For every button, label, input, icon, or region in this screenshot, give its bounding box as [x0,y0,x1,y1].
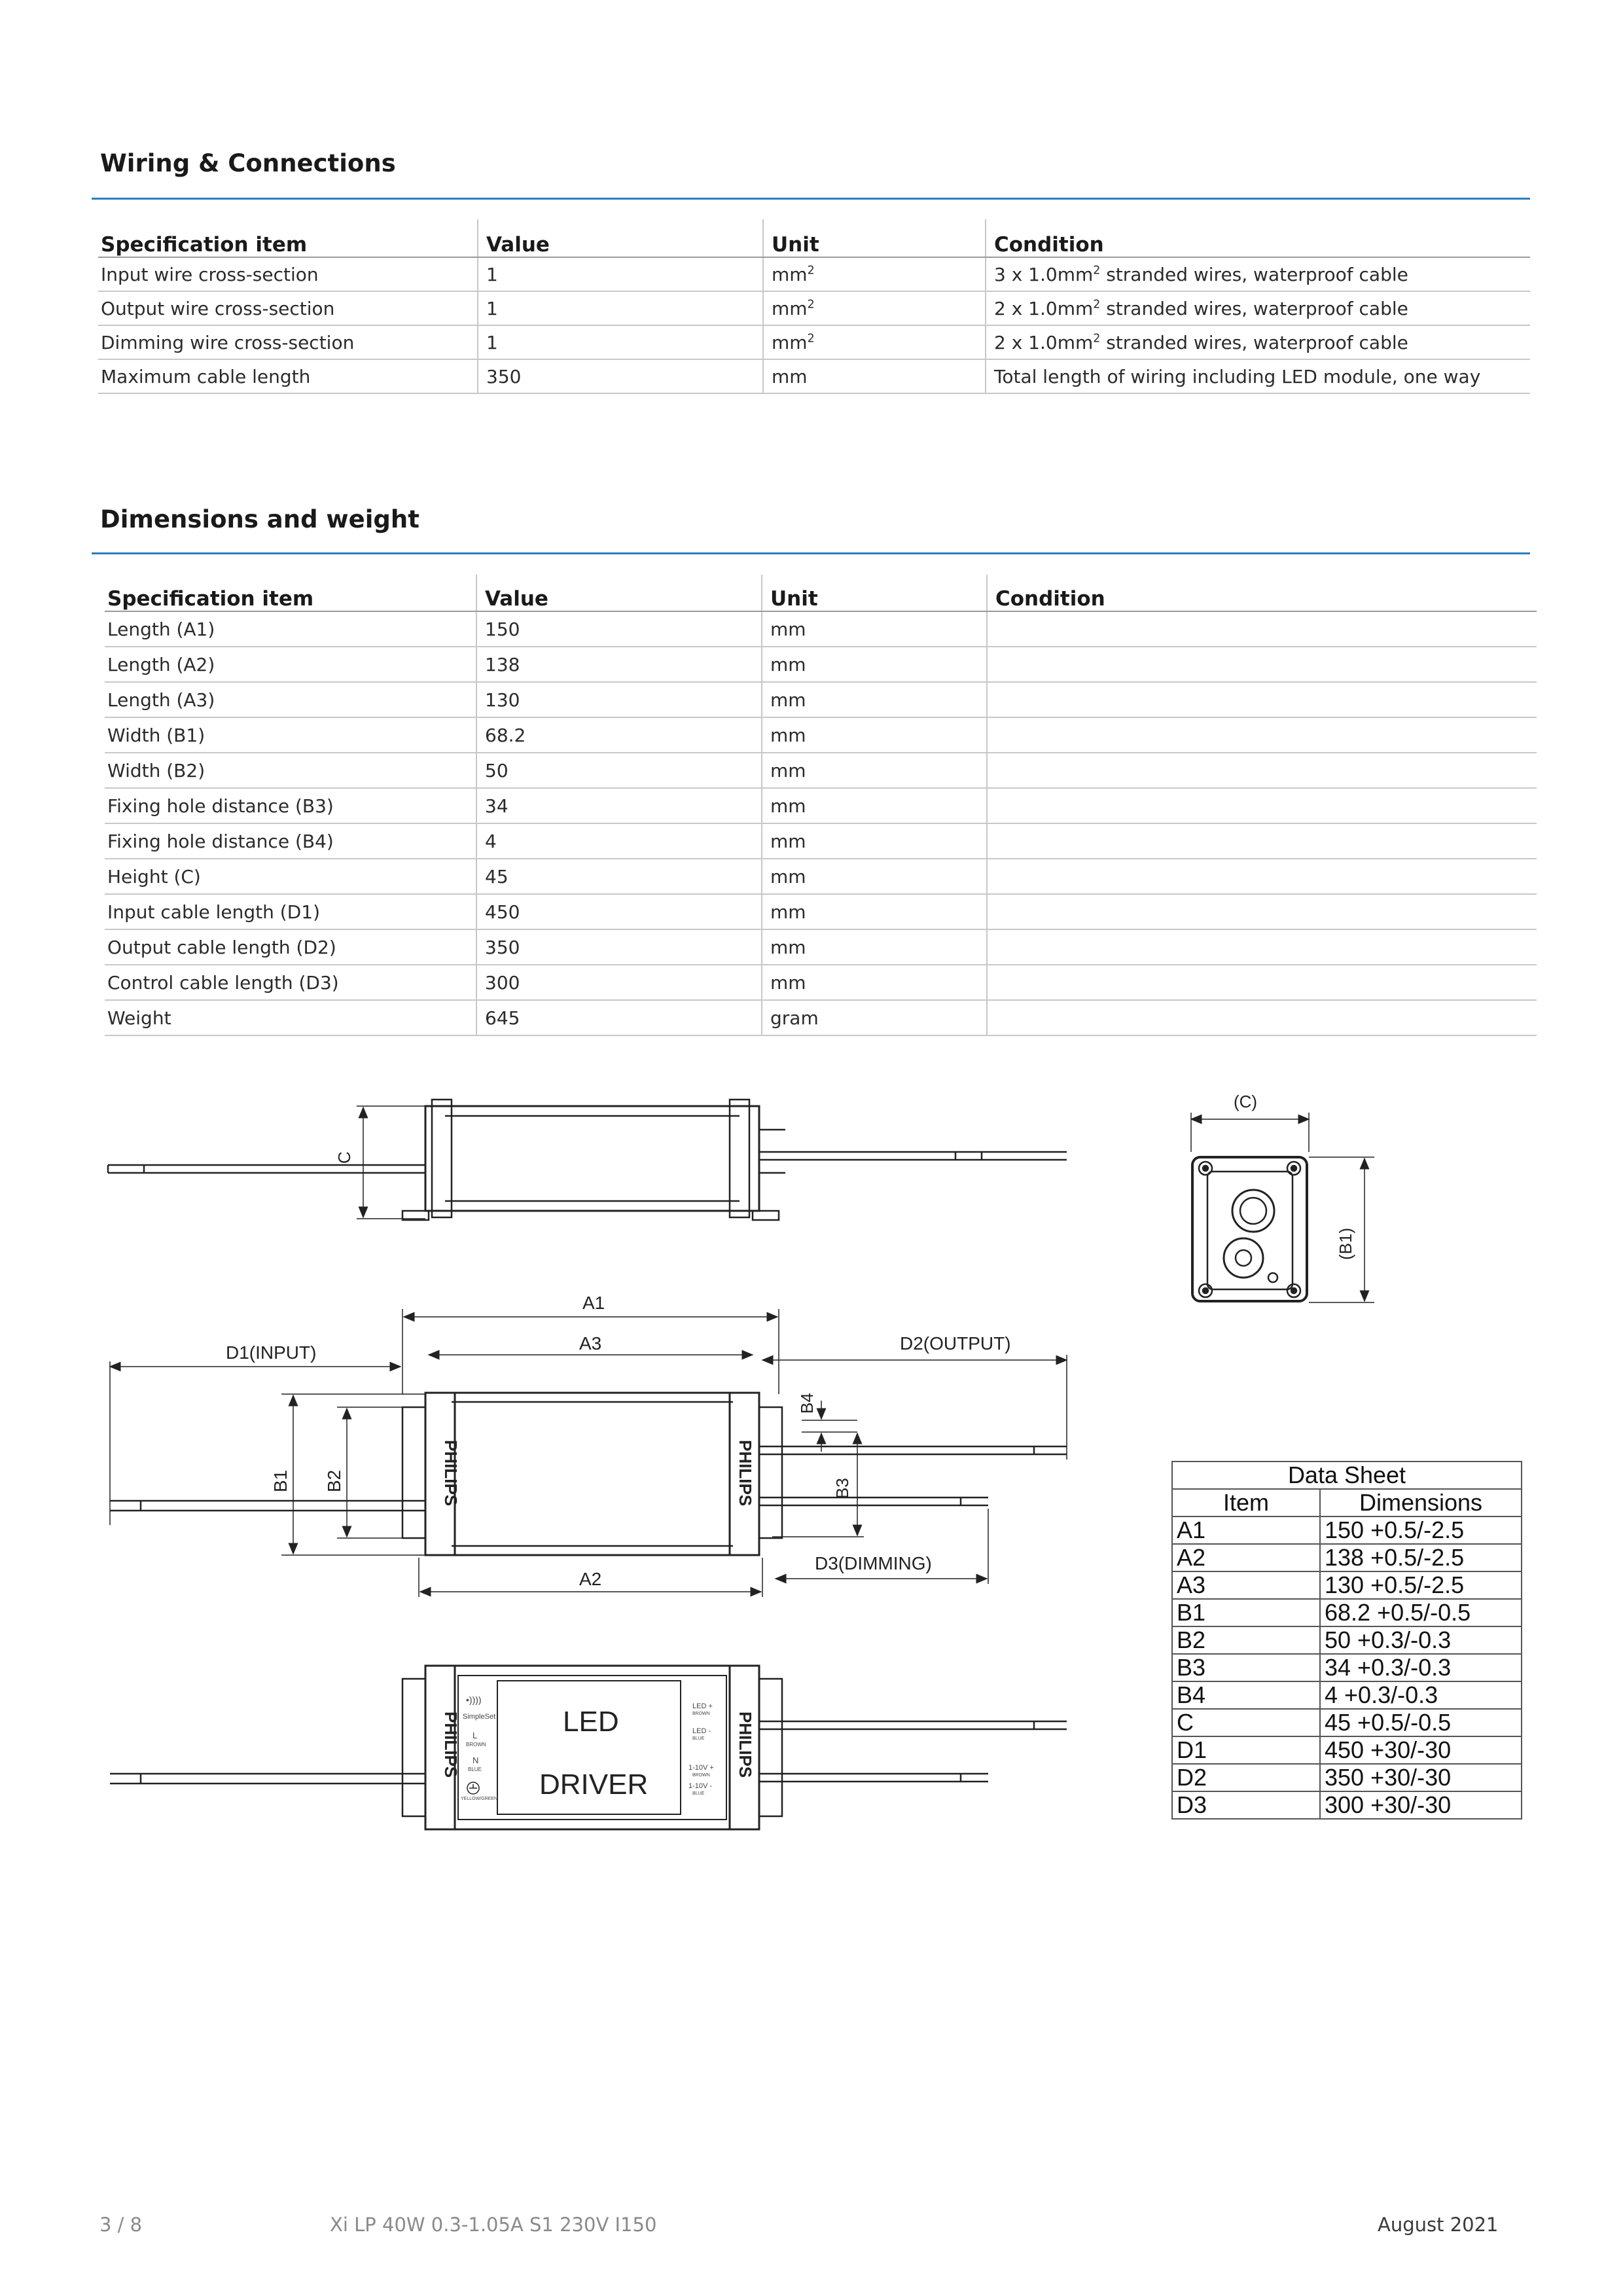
table-row [98,359,1530,393]
spec-condition-cell [987,647,1537,682]
spec-unit-cell: mm [762,647,987,682]
table-row [105,1000,1537,1035]
data-sheet-item: A3 [1172,1571,1320,1599]
spec-value-cell: 300 [476,965,762,1000]
spec-condition-cell [987,929,1537,965]
dim-minus-label: 1-10V - [688,1782,713,1790]
a3-label: A3 [579,1333,602,1354]
col-header-item: Specification item [105,575,476,611]
spec-unit-cell: mm [762,859,987,894]
table-row [105,682,1537,717]
b3-label: B3 [832,1478,852,1499]
condition-text: 2 x 1.0mm [994,297,1094,319]
table-row [105,788,1537,823]
spec-item-cell: Maximum cable length [98,359,478,393]
spec-unit-cell: mm [762,753,987,788]
spec-unit-cell [763,325,986,359]
label-driver-text: DRIVER [539,1768,649,1801]
condition-superscript: 2 [1093,298,1101,312]
led-plus-label: LED + [692,1702,713,1710]
data-sheet-row [1172,1571,1522,1599]
data-sheet-row [1172,1791,1522,1819]
data-sheet-dimension: 150 +0.5/-2.5 [1320,1516,1522,1544]
spec-unit-cell: mm [762,965,987,1000]
spec-unit-cell: mm [762,894,987,929]
col-header-value: Value [476,575,762,611]
condition-superscript: 2 [1093,264,1101,278]
spec-item-cell: Output cable length (D2) [105,929,476,965]
b2-label: B2 [324,1469,344,1492]
spec-unit-cell [763,359,986,393]
col-header-item: Specification item [98,219,478,257]
condition-text: 2 x 1.0mm [994,331,1094,353]
end-c-label: (C) [1234,1092,1258,1111]
spec-condition-cell [987,753,1537,788]
data-sheet-dimension: 130 +0.5/-2.5 [1320,1571,1522,1599]
col-header-unit: Unit [763,219,986,257]
spec-unit-cell: gram [762,1000,987,1035]
spec-value-cell: 4 [476,823,762,859]
spec-item-cell: Width (B1) [105,717,476,753]
table-row [105,647,1537,682]
data-sheet-item: B3 [1172,1654,1320,1681]
label-brand-left: PHILIPS [441,1712,461,1778]
led-minus-color: BLUE [692,1736,705,1741]
spec-unit-cell: mm [762,823,987,859]
data-sheet-item: C [1172,1709,1320,1736]
wiring-table [98,219,1530,394]
footer-date: August 2021 [1378,2214,1499,2236]
spec-item-cell: Control cable length (D3) [105,965,476,1000]
spec-condition-cell [987,823,1537,859]
spec-item-cell: Length (A1) [105,611,476,647]
spec-condition-cell [987,894,1537,929]
table-row [105,929,1537,965]
col-header-condition: Condition [986,219,1530,257]
data-sheet-dimension: 45 +0.5/-0.5 [1320,1709,1522,1736]
dimensions-table [105,575,1537,1036]
dim-plus-label: 1-10V + [688,1764,714,1772]
end-b1-label: (B1) [1336,1227,1355,1260]
spec-value-cell: 130 [476,682,762,717]
table-row [105,611,1537,647]
top-view [110,1293,1067,1597]
data-sheet-row [1172,1516,1522,1544]
data-sheet-row [1172,1736,1522,1764]
term-n-color: BLUE [468,1767,482,1772]
spec-value-cell: 1 [478,257,763,291]
spec-unit-cell: mm [762,611,987,647]
spec-condition-cell [987,717,1537,753]
condition-text: Total length of wiring including LED module, one way [994,365,1481,387]
data-sheet-dimension: 350 +30/-30 [1320,1764,1522,1791]
data-sheet-dimension: 34 +0.3/-0.3 [1320,1654,1522,1681]
unit-superscript: 2 [807,332,815,346]
data-sheet-row [1172,1654,1522,1681]
spec-condition-cell [987,788,1537,823]
dim-minus-color: BLUE [692,1791,705,1796]
data-sheet-item: B2 [1172,1626,1320,1654]
led-minus-label: LED - [692,1727,711,1735]
table-row [105,859,1537,894]
term-l-color: BROWN [466,1742,486,1748]
wiring-table-header [98,219,1530,257]
a2-label: A2 [579,1569,602,1589]
spec-item-cell: Fixing hole distance (B3) [105,788,476,823]
data-sheet-item: A1 [1172,1516,1320,1544]
side-view [108,1100,1067,1220]
spec-unit-cell: mm [762,788,987,823]
condition-text-rest: stranded wires, waterproof cable [1100,331,1408,353]
footer-page-number: 3 / 8 [99,2214,143,2236]
table-row [98,325,1530,359]
dimensions-section-title: Dimensions and weight [100,505,419,533]
spec-item-cell: Dimming wire cross-section [98,325,478,359]
data-sheet-row [1172,1681,1522,1709]
data-sheet-col-item: Item [1172,1489,1320,1516]
spec-item-cell: Fixing hole distance (B4) [105,823,476,859]
data-sheet-dimension: 138 +0.5/-2.5 [1320,1544,1522,1571]
spec-value-cell: 150 [476,611,762,647]
spec-value-cell: 1 [478,325,763,359]
spec-item-cell: Output wire cross-section [98,291,478,325]
col-header-value: Value [478,219,763,257]
condition-text: 3 x 1.0mm [994,263,1094,285]
data-sheet-table [1171,1461,1522,1820]
data-sheet-item: D3 [1172,1791,1320,1819]
spec-condition-cell [987,859,1537,894]
data-sheet-dimension: 4 +0.3/-0.3 [1320,1681,1522,1709]
data-sheet-row [1172,1544,1522,1571]
data-sheet-item: A2 [1172,1544,1320,1571]
spec-condition-cell [987,682,1537,717]
brand-right: PHILIPS [736,1440,755,1507]
spec-condition-cell [986,325,1530,359]
spec-value-cell: 645 [476,1000,762,1035]
spec-unit-cell [763,291,986,325]
table-row [105,823,1537,859]
end-view [1191,1092,1374,1302]
spec-unit-cell [763,257,986,291]
spec-condition-cell [987,611,1537,647]
table-row [105,965,1537,1000]
data-sheet-row [1172,1626,1522,1654]
table-row [105,717,1537,753]
unit-text: mm [772,365,808,387]
simpleset-label: SimpleSet [463,1713,496,1721]
spec-condition-cell [986,257,1530,291]
a1-label: A1 [582,1293,605,1313]
condition-superscript: 2 [1093,332,1101,346]
spec-value-cell: 50 [476,753,762,788]
unit-text: mm [772,331,808,353]
spec-value-cell: 350 [478,359,763,393]
data-sheet-dimension: 68.2 +0.5/-0.5 [1320,1599,1522,1626]
data-sheet-dimension: 450 +30/-30 [1320,1736,1522,1764]
footer-product-name: Xi LP 40W 0.3-1.05A S1 230V I150 [330,2214,657,2236]
led-plus-color: BROWN [692,1712,710,1716]
label-view [110,1666,1067,1829]
unit-superscript: 2 [807,298,815,312]
wiring-section-title: Wiring & Connections [100,149,396,177]
spec-item-cell: Length (A3) [105,682,476,717]
spec-value-cell: 1 [478,291,763,325]
data-sheet-item: B1 [1172,1599,1320,1626]
data-sheet-row [1172,1764,1522,1791]
table-row [98,257,1530,291]
dim-plus-color: BROWN [692,1773,710,1778]
unit-superscript: 2 [807,264,815,278]
data-sheet-title: Data Sheet [1172,1462,1522,1489]
col-header-condition: Condition [987,575,1537,611]
term-n: N [473,1755,479,1765]
term-pe-color: YELLOW/GREEN [461,1797,498,1801]
spec-value-cell: 68.2 [476,717,762,753]
spec-unit-cell: mm [762,929,987,965]
data-sheet-item: D1 [1172,1736,1320,1764]
data-sheet-item: B4 [1172,1681,1320,1709]
spec-value-cell: 34 [476,788,762,823]
table-row [105,894,1537,929]
spec-item-cell: Input cable length (D1) [105,894,476,929]
spec-condition-cell [986,359,1530,393]
data-sheet-row [1172,1709,1522,1736]
spec-value-cell: 350 [476,929,762,965]
col-header-unit: Unit [762,575,987,611]
spec-item-cell: Input wire cross-section [98,257,478,291]
data-sheet-row [1172,1599,1522,1626]
data-sheet-dimension: 300 +30/-30 [1320,1791,1522,1819]
condition-text-rest: stranded wires, waterproof cable [1100,263,1408,285]
brand-left: PHILIPS [441,1440,461,1507]
dimensions-section-rule [92,552,1530,554]
d2-label: D2(OUTPUT) [900,1333,1011,1354]
spec-value-cell: 45 [476,859,762,894]
term-l: L [473,1731,478,1740]
spec-unit-cell: mm [762,682,987,717]
wireless-icon: •)))) [466,1695,482,1705]
data-sheet-col-dimensions: Dimensions [1320,1489,1522,1516]
side-c-label: C [334,1151,354,1164]
wiring-section-rule [92,198,1530,200]
condition-text-rest: stranded wires, waterproof cable [1100,297,1408,319]
label-led-text: LED [563,1706,619,1738]
spec-condition-cell [986,291,1530,325]
unit-text: mm [772,263,808,285]
spec-value-cell: 138 [476,647,762,682]
dimensions-table-header [105,575,1537,611]
b4-label: B4 [797,1393,817,1414]
spec-unit-cell: mm [762,717,987,753]
spec-item-cell: Weight [105,1000,476,1035]
data-sheet-dimension: 50 +0.3/-0.3 [1320,1626,1522,1654]
b1-label: B1 [270,1469,291,1492]
d1-label: D1(INPUT) [226,1342,317,1363]
unit-text: mm [772,297,808,319]
spec-condition-cell [987,965,1537,1000]
spec-item-cell: Width (B2) [105,753,476,788]
label-brand-right: PHILIPS [736,1712,755,1778]
spec-item-cell: Length (A2) [105,647,476,682]
spec-value-cell: 450 [476,894,762,929]
table-row [98,291,1530,325]
data-sheet-item: D2 [1172,1764,1320,1791]
d3-label: D3(DIMMING) [815,1553,932,1573]
spec-item-cell: Height (C) [105,859,476,894]
spec-condition-cell [987,1000,1537,1035]
table-row [105,753,1537,788]
